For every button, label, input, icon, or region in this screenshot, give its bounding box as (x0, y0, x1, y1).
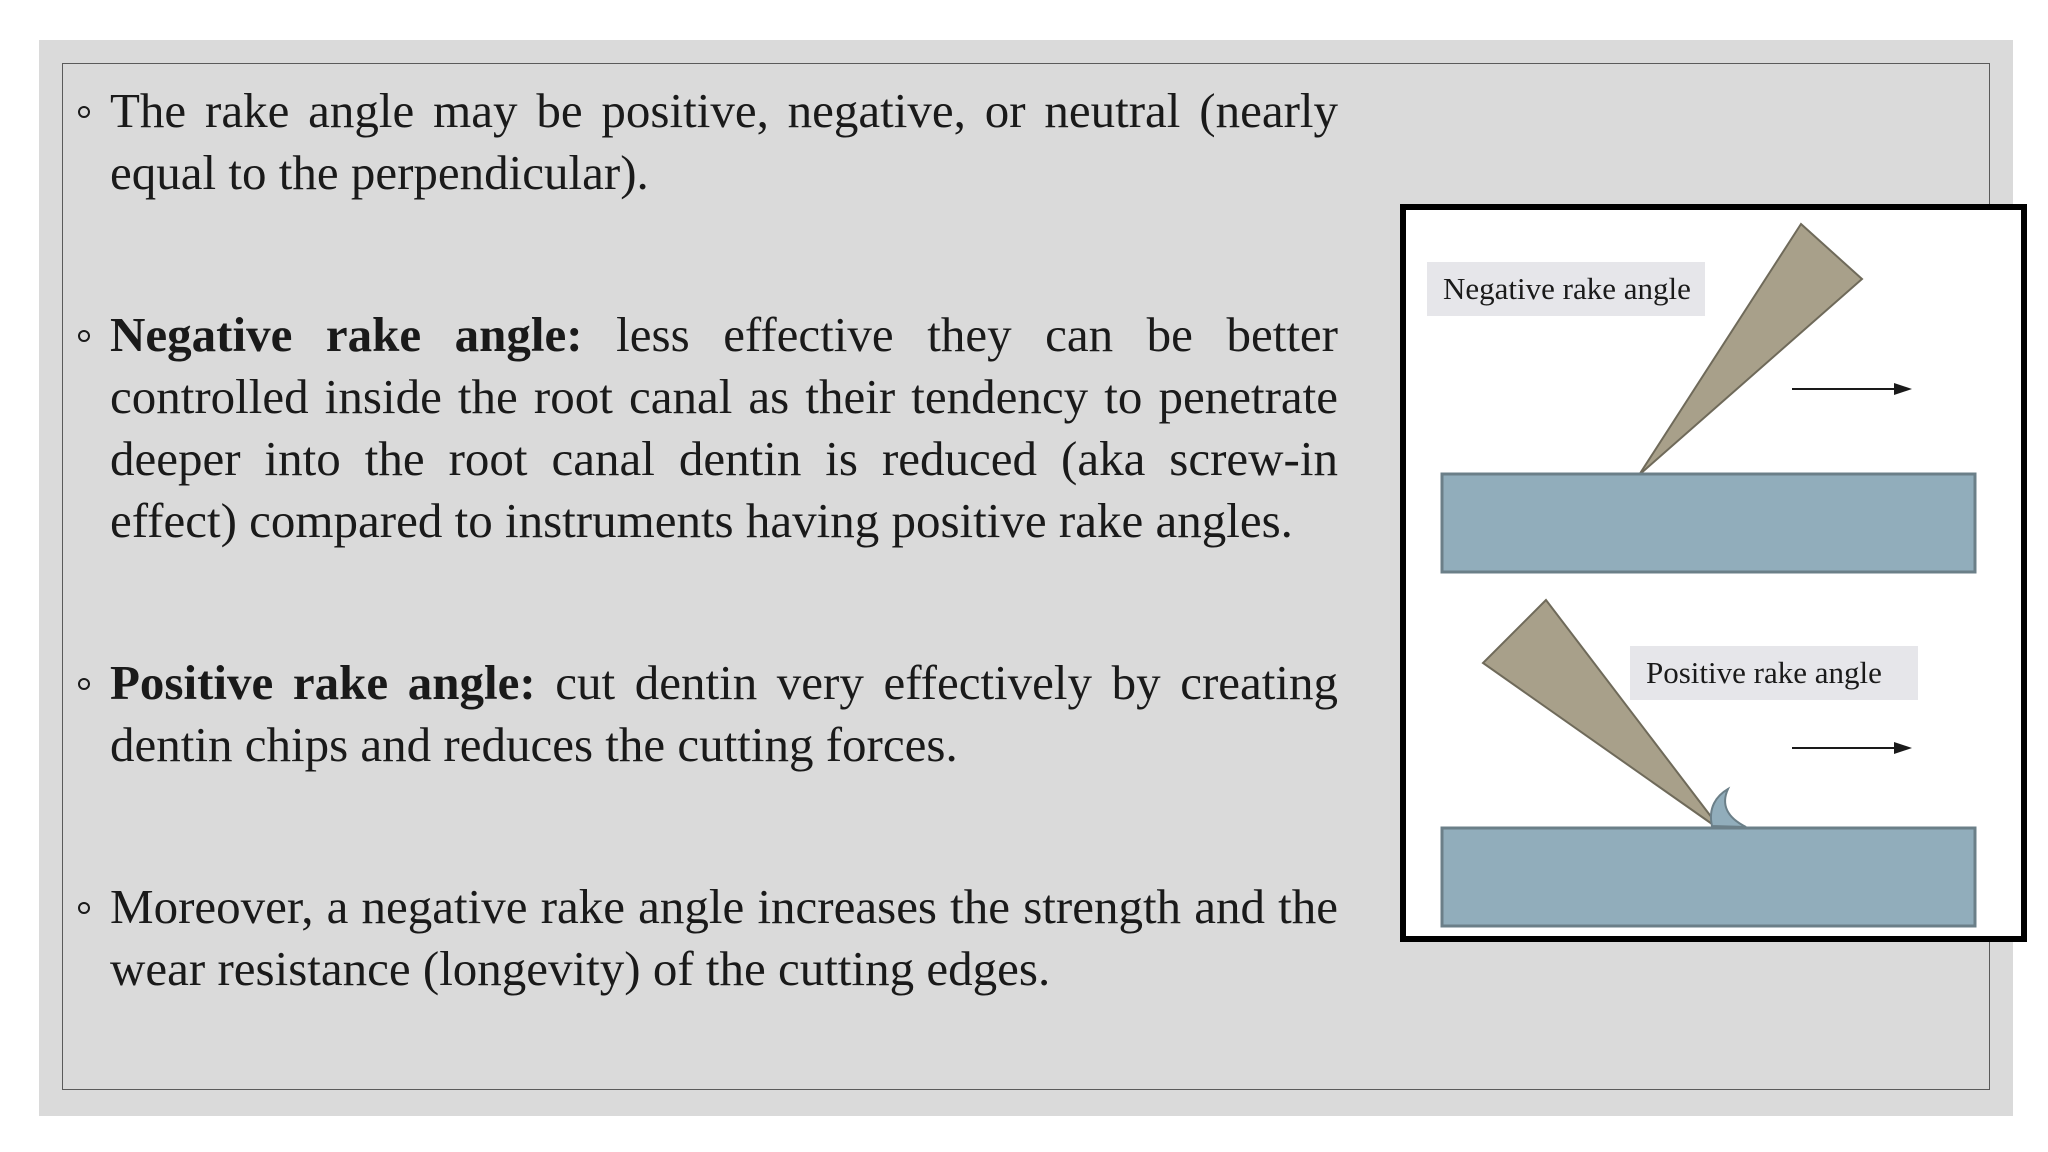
negative-direction-arrow-icon (1792, 383, 1912, 395)
bullet-rake-angle-types (78, 80, 1338, 204)
bullet-label: Negative rake angle: (110, 307, 583, 362)
rake-angle-illustration (1406, 210, 2021, 936)
positive-rake-label: Positive rake angle (1630, 646, 1918, 700)
positive-direction-arrow-icon (1792, 742, 1912, 754)
positive-workpiece (1442, 828, 1975, 926)
bullet-text: less effective they can be better controlled inside the root canal as their tendency to penetrate deeper into the root canal dentin is reduced (aka screw-in effect) compared to instruments having positive rake angles. (110, 307, 1338, 548)
bullet-marker-icon (78, 106, 90, 118)
negative-workpiece (1442, 474, 1975, 572)
dentin-chip (1711, 789, 1746, 827)
bullet-negative-rake (78, 304, 1338, 552)
positive-rake-blade (1483, 600, 1722, 831)
bullet-text: Moreover, a negative rake angle increases the strength and the wear resistance (longevity) of the cutting edges. (110, 879, 1338, 996)
bullet-strength (78, 876, 1338, 1000)
bullet-text: The rake angle may be positive, negative, or neutral (nearly equal to the perpendicular). (110, 83, 1338, 200)
rake-angle-diagram (1400, 204, 2027, 942)
bullet-marker-icon (78, 678, 90, 690)
bullet-label: Positive rake angle: (110, 655, 536, 710)
bullet-positive-rake (78, 652, 1338, 776)
bullet-marker-icon (78, 902, 90, 914)
negative-rake-label: Negative rake angle (1427, 262, 1705, 316)
bullet-text: cut dentin very effectively by creating dentin chips and reduces the cutting forces. (110, 655, 1339, 772)
bullet-marker-icon (78, 330, 90, 342)
